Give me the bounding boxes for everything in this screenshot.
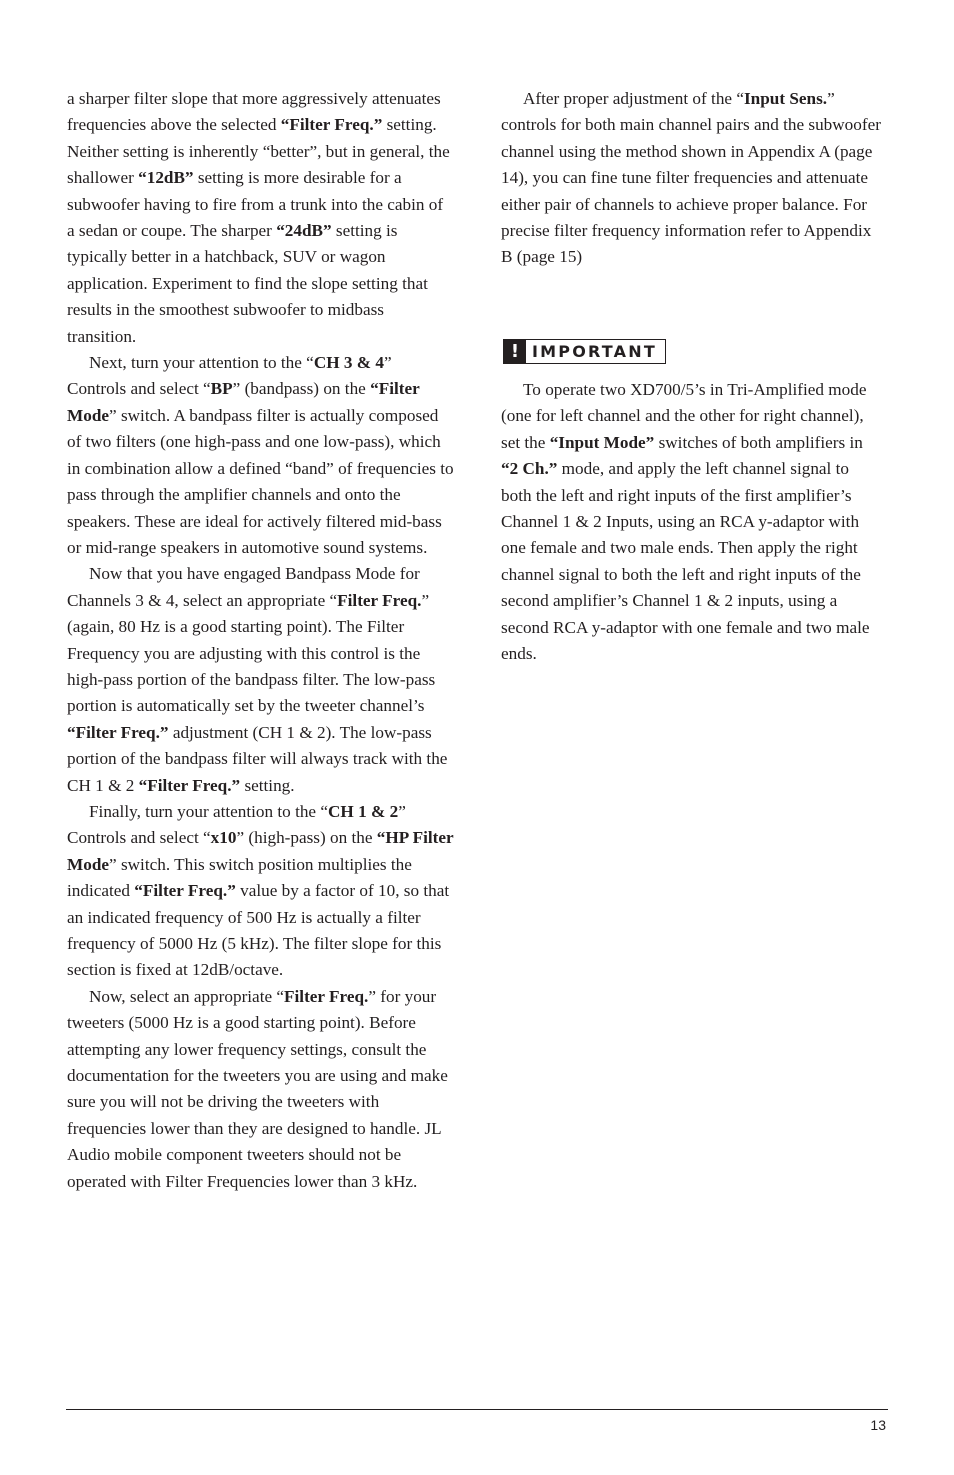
bold-term: “Filter Freq.” [134,881,236,901]
left-column [67,86,455,1195]
bold-term: CH 1 & 2 [328,801,399,821]
text-run: ” for your tweeters (5000 Hz is a good starting point). Before attempting any lower frequency settings, consult the documentation for the tweeters you are using and make sure you will not be driving the tweeters with frequencies lower than they are designed to handle. JL Audio mobile component tweeters should not be operated with Filter Frequencies lower than 3 kHz. [67,986,448,1191]
text-run: ” controls for both main channel pairs and the subwoofer channel using the method shown in Appendix A (page 14), you can fine tune filter frequencies and attenuate either pair of channels to achieve proper balance. For precise filter frequency information refer to Appendix B (page 15) [501,89,881,267]
text-run: ” switch. This switch position multiplies the indicated [67,854,412,901]
text-run: ” (high-pass) on the [236,828,377,848]
bold-term: x10 [210,828,237,848]
text-run: Finally, turn your attention to the “ [89,801,328,821]
right-column [501,86,881,271]
text-run: setting. [240,775,295,795]
bold-term: “Filter Freq.” [138,775,241,795]
paragraph-tweeter-freq [67,984,455,1195]
paragraph-ch34-bandpass [67,350,455,561]
bold-term: “Filter Freq.” [67,722,169,742]
bold-term: “Filter Mode [67,379,420,425]
text-run: To operate two XD700/5’s in Tri-Amplified mode (one for left channel and the other for right channel), set the [501,380,867,452]
bold-term: “24dB” [276,221,332,241]
text-run: ” Controls and select “ [67,801,406,848]
exclamation-icon: ! [504,340,526,363]
text-run: ” (bandpass) on the [232,379,371,399]
bold-term: Filter Freq. [284,986,369,1006]
bold-term: “Filter Freq.” [280,115,383,135]
text-run: adjustment (CH 1 & 2). The low-pass portion of the bandpass filter will always track with the CH 1 & 2 [67,722,448,795]
paragraph-filter-slope [67,86,455,350]
text-run: Now that you have engaged Bandpass Mode for Channels 3 & 4, select an appropriate “ [67,564,420,610]
bold-term: “Input Mode” [549,432,655,452]
bold-term: Input Sens. [743,89,828,108]
paragraph-bandpass-freq [67,561,455,799]
paragraph-tri-amp [501,377,881,667]
page-number: 13 [870,1417,886,1433]
text-run: Next, turn your attention to the “ [89,353,314,373]
paragraph-ch12-highpass [67,799,455,984]
bold-term: “HP Filter Mode [67,828,454,874]
paragraph-input-sens [501,86,881,271]
text-run: setting. Neither setting is inherently “better”, but in general, the shallower [67,115,450,188]
bold-term: “2 Ch.” [501,459,558,479]
text-run: After proper adjustment of the “ [523,89,744,108]
bold-term: CH 3 & 4 [313,353,385,373]
text-run: ” switch. A bandpass filter is actually composed of two filters (one high-pass and one low-pass), which in combination allow a defined “band” of frequencies to pass through the amplifier channels and onto the speakers. These are ideal for actively filtered mid-bass or mid-range speakers in automotive sound systems. [67,405,454,557]
important-label: IMPORTANT [532,342,657,361]
text-run: a sharper filter slope that more aggressively attenuates frequencies above the selected [67,89,441,135]
text-run: mode, and apply the left channel signal to both the left and right inputs of the first amplifier’s Channel 1 & 2 Inputs, using an RCA y-adaptor with one female and two male ends. Then apply the right channel signal to both the left and right inputs of the second amplifier’s Channel 1 & 2 inputs, using a second RCA y-adaptor with one female and two male ends. [501,459,870,664]
text-run: value by a factor of 10, so that an indicated frequency of 500 Hz is actually a filter frequency of 5000 Hz (5 kHz). The filter slope for this section is fixed at 12dB/octave. [67,881,450,980]
text-run: setting is more desirable for a subwoofer having to fire from a trunk into the cabin of a sedan or coupe. The sharper [67,168,444,241]
important-body [501,377,881,667]
text-run: setting is typically better in a hatchback, SUV or wagon application. Experiment to find the slope setting that results in the smoothest subwoofer to midbass transition. [67,221,428,346]
text-run: ” Controls and select “ [67,353,392,399]
text-run: Now, select an appropriate “ [89,986,285,1006]
text-run: ” (again, 80 Hz is a good starting point). The Filter Frequency you are adjusting with this control is the high-pass portion of the bandpass filter. The low-pass portion is automatically set by the tweeter channel’s [67,590,436,716]
text-run: switches of both amplifiers in [654,432,863,452]
important-callout [503,339,666,364]
bold-term: BP [210,379,233,399]
bold-term: “12dB” [138,168,194,188]
bold-term: Filter Freq. [337,590,422,610]
footer-rule [66,1409,888,1410]
